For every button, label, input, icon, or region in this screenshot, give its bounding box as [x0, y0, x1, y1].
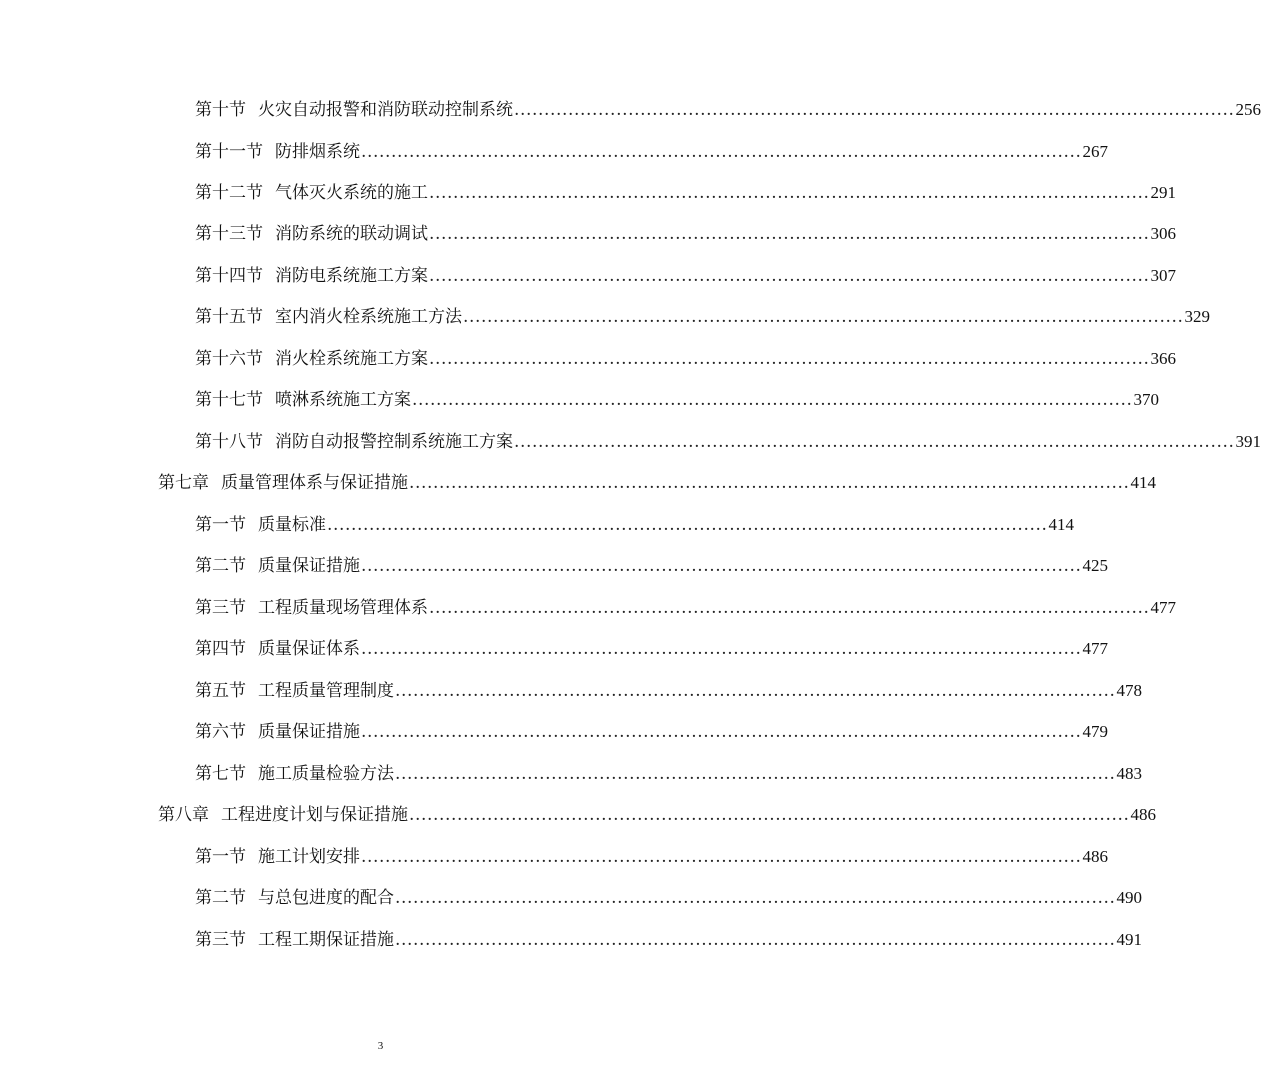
- dot-leader: ........................................................................................................................: [429, 598, 1150, 618]
- dot-leader: ........................................................................................................................: [514, 100, 1235, 120]
- dot-leader: ........................................................................................................................: [395, 764, 1116, 784]
- dot-leader: ........................................................................................................................: [463, 307, 1184, 327]
- toc-entry[interactable]: [195, 883, 1142, 909]
- entry-page: 267: [1082, 142, 1108, 161]
- entry-page: 490: [1116, 888, 1142, 907]
- entry-number: 第二节: [195, 888, 246, 908]
- entry-page: 391: [1235, 432, 1261, 451]
- entry-title: 施工计划安排: [258, 847, 360, 867]
- entry-number: 第三节: [195, 930, 246, 950]
- entry-number: 第一节: [195, 515, 246, 535]
- entry-page: 479: [1082, 722, 1108, 741]
- toc-entry[interactable]: [195, 427, 1261, 453]
- toc-entry[interactable]: [195, 261, 1176, 287]
- entry-title: 防排烟系统: [275, 142, 360, 162]
- entry-number: 第七章: [158, 473, 209, 493]
- entry-title: 质量管理体系与保证措施: [221, 473, 408, 493]
- entry-page: 491: [1116, 930, 1142, 949]
- dot-leader: ........................................................................................................................: [395, 681, 1116, 701]
- entry-number: 第十六节: [195, 349, 263, 369]
- entry-title: 工程质量管理制度: [258, 681, 394, 701]
- dot-leader: ........................................................................................................................: [409, 805, 1130, 825]
- dot-leader: ........................................................................................................................: [361, 847, 1082, 867]
- entry-number: 第七节: [195, 764, 246, 784]
- dot-leader: ........................................................................................................................: [361, 722, 1082, 742]
- dot-leader: ........................................................................................................................: [361, 556, 1082, 576]
- entry-title: 质量保证措施: [258, 722, 360, 742]
- entry-number: 第十五节: [195, 307, 263, 327]
- entry-number: 第十一节: [195, 142, 263, 162]
- entry-page: 256: [1235, 100, 1261, 119]
- toc-entry[interactable]: [195, 634, 1108, 660]
- dot-leader: ........................................................................................................................: [412, 390, 1133, 410]
- dot-leader: ........................................................................................................................: [395, 930, 1116, 950]
- entry-title: 工程进度计划与保证措施: [221, 805, 408, 825]
- toc-entry[interactable]: [195, 925, 1142, 951]
- entry-page: 306: [1150, 224, 1176, 243]
- entry-number: 第十三节: [195, 224, 263, 244]
- page-number: 3: [377, 1040, 384, 1052]
- dot-leader: ........................................................................................................................: [429, 266, 1150, 286]
- entry-title: 消防系统的联动调试: [275, 224, 428, 244]
- entry-number: 第三节: [195, 598, 246, 618]
- entry-title: 质量标准: [258, 515, 326, 535]
- toc-entry[interactable]: [195, 302, 1210, 328]
- entry-number: 第八章: [158, 805, 209, 825]
- entry-title: 与总包进度的配合: [258, 888, 394, 908]
- dot-leader: ........................................................................................................................: [361, 639, 1082, 659]
- entry-page: 477: [1150, 598, 1176, 617]
- entry-number: 第五节: [195, 681, 246, 701]
- toc-entry[interactable]: [195, 551, 1108, 577]
- entry-title: 火灾自动报警和消防联动控制系统: [258, 100, 513, 120]
- toc-entry[interactable]: [195, 219, 1176, 245]
- entry-page: 425: [1082, 556, 1108, 575]
- toc-entry[interactable]: [195, 676, 1142, 702]
- entry-number: 第四节: [195, 639, 246, 659]
- entry-page: 478: [1116, 681, 1142, 700]
- toc-entry[interactable]: [195, 178, 1176, 204]
- entry-title: 消防电系统施工方案: [275, 266, 428, 286]
- entry-page: 477: [1082, 639, 1108, 658]
- entry-page: 307: [1150, 266, 1176, 285]
- entry-number: 第十二节: [195, 183, 263, 203]
- dot-leader: ........................................................................................................................: [409, 473, 1130, 493]
- entry-title: 质量保证体系: [258, 639, 360, 659]
- entry-title: 消防自动报警控制系统施工方案: [275, 432, 513, 452]
- toc-entry[interactable]: [195, 593, 1176, 619]
- toc-entry[interactable]: [195, 842, 1108, 868]
- entry-page: 291: [1150, 183, 1176, 202]
- entry-page: 486: [1130, 805, 1156, 824]
- entry-page: 329: [1184, 307, 1210, 326]
- entry-title: 施工质量检验方法: [258, 764, 394, 784]
- dot-leader: ........................................................................................................................: [514, 432, 1235, 452]
- toc-entry[interactable]: [195, 95, 1261, 121]
- entry-page: 414: [1048, 515, 1074, 534]
- toc-entry[interactable]: [195, 717, 1108, 743]
- entry-title: 质量保证措施: [258, 556, 360, 576]
- toc-entry[interactable]: [195, 137, 1108, 163]
- entry-page: 483: [1116, 764, 1142, 783]
- entry-page: 414: [1130, 473, 1156, 492]
- entry-title: 气体灭火系统的施工: [275, 183, 428, 203]
- entry-number: 第十七节: [195, 390, 263, 410]
- toc-entry[interactable]: [195, 385, 1159, 411]
- entry-page: 366: [1150, 349, 1176, 368]
- entry-number: 第六节: [195, 722, 246, 742]
- entry-number: 第一节: [195, 847, 246, 867]
- toc-chapter-entry[interactable]: [158, 468, 1156, 494]
- entry-number: 第十节: [195, 100, 246, 120]
- toc-entry[interactable]: [195, 510, 1074, 536]
- dot-leader: ........................................................................................................................: [429, 183, 1150, 203]
- dot-leader: ........................................................................................................................: [429, 224, 1150, 244]
- dot-leader: ........................................................................................................................: [361, 142, 1082, 162]
- entry-number: 第十八节: [195, 432, 263, 452]
- dot-leader: ........................................................................................................................: [429, 349, 1150, 369]
- entry-title: 工程工期保证措施: [258, 930, 394, 950]
- entry-page: 370: [1133, 390, 1159, 409]
- entry-title: 喷淋系统施工方案: [275, 390, 411, 410]
- entry-number: 第十四节: [195, 266, 263, 286]
- entry-page: 486: [1082, 847, 1108, 866]
- entry-title: 工程质量现场管理体系: [258, 598, 428, 618]
- dot-leader: ........................................................................................................................: [395, 888, 1116, 908]
- toc-chapter-entry[interactable]: [158, 800, 1156, 826]
- toc-entry[interactable]: [195, 759, 1142, 785]
- entry-number: 第二节: [195, 556, 246, 576]
- entry-title: 消火栓系统施工方案: [275, 349, 428, 369]
- dot-leader: ........................................................................................................................: [327, 515, 1048, 535]
- toc-entry[interactable]: [195, 344, 1176, 370]
- entry-title: 室内消火栓系统施工方法: [275, 307, 462, 327]
